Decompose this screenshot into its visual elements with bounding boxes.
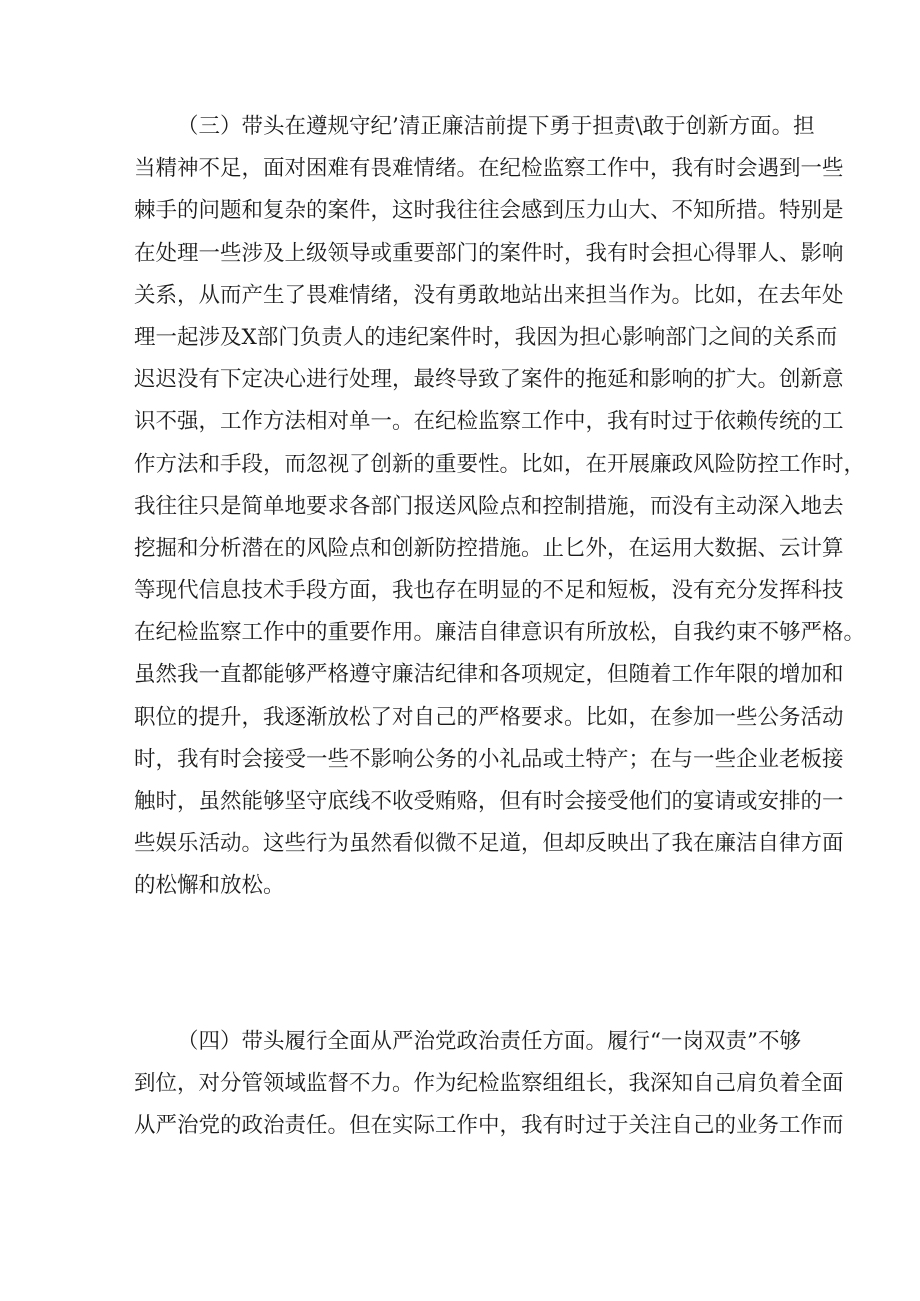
- paragraph-line: 关系，从而产生了畏难情绪，没有勇敢地站出来担当作为。比如，在去年处: [134, 282, 844, 308]
- paragraph-line: 迟迟没有下定决心进行处理，最终导致了案件的拖延和影响的扩大。创新意: [134, 367, 844, 393]
- paragraph-line: 作方法和手段，而忽视了创新的重要性。比如，在开展廉政风险防控工作时，: [134, 451, 866, 477]
- paragraph-line: 的松懈和放松。: [134, 873, 285, 899]
- paragraph-line: 我往往只是简单地要求各部门报送风险点和控制措施，而没有主动深入地去: [134, 493, 844, 519]
- paragraph-line: 在处理一些涉及上级领导或重要部门的案件时，我有时会担心得罪人、影响: [134, 240, 844, 266]
- paragraph-line: 到位，对分管领域监督不力。作为纪检监察组组长，我深知自己肩负着全面: [134, 1071, 844, 1097]
- paragraph-line: 虽然我一直都能够严格遵守廉洁纪律和各项规定，但随着工作年限的增加和: [134, 662, 844, 688]
- paragraph-line: 些娱乐活动。这些行为虽然看似微不足道，但却反映出了我在廉洁自律方面: [134, 831, 844, 857]
- paragraph-line: 触时，虽然能够坚守底线不收受贿赂，但有时会接受他们的宴请或安排的一: [134, 789, 844, 814]
- paragraph-line: 从严治党的政治责任。但在实际工作中，我有时过于关注自己的业务工作而: [134, 1113, 844, 1139]
- paragraph-line: 识不强，工作方法相对单一。在纪检监察工作中，我有时过于依赖传统的工: [134, 409, 844, 435]
- paragraph-line: （四）带头履行全面从严治党政治责任方面。履行“一岗双责”不够: [177, 1029, 801, 1054]
- paragraph-line: 在纪检监察工作中的重要作用。廉洁自律意识有所放松，自我约束不够严格。: [134, 620, 866, 646]
- paragraph-line: 时，我有时会接受一些不影响公务的小礼品或土特产；在与一些企业老板接: [134, 746, 844, 772]
- paragraph-line: 理一起涉及X部门负责人的违纪案件时，我因为担心影响部门之间的关系而: [134, 324, 838, 350]
- paragraph-line: （三）带头在遵规守纪’清正廉洁前提下勇于担责\敢于创新方面。担: [177, 114, 815, 139]
- paragraph-line: 职位的提升，我逐渐放松了对自己的严格要求。比如，在参加一些公务活动: [134, 704, 844, 730]
- paragraph-section-4: [134, 1021, 844, 1148]
- paragraph-line: 挖掘和分析潜在的风险点和创新防控措施。止匕外，在运用大数据、云计算: [134, 535, 844, 561]
- paragraph-line: 当精神不足，面对困难有畏难情绪。在纪检监察工作中，我有时会遇到一些: [134, 156, 844, 182]
- paragraph-section-3: [134, 106, 866, 908]
- paragraph-line: 棘手的问题和复杂的案件，这时我往往会感到压力山大、不知所措。特别是: [134, 198, 844, 224]
- paragraph-line: 等现代信息技术手段方面，我也存在明显的不足和短板，没有充分发挥科技: [134, 578, 844, 604]
